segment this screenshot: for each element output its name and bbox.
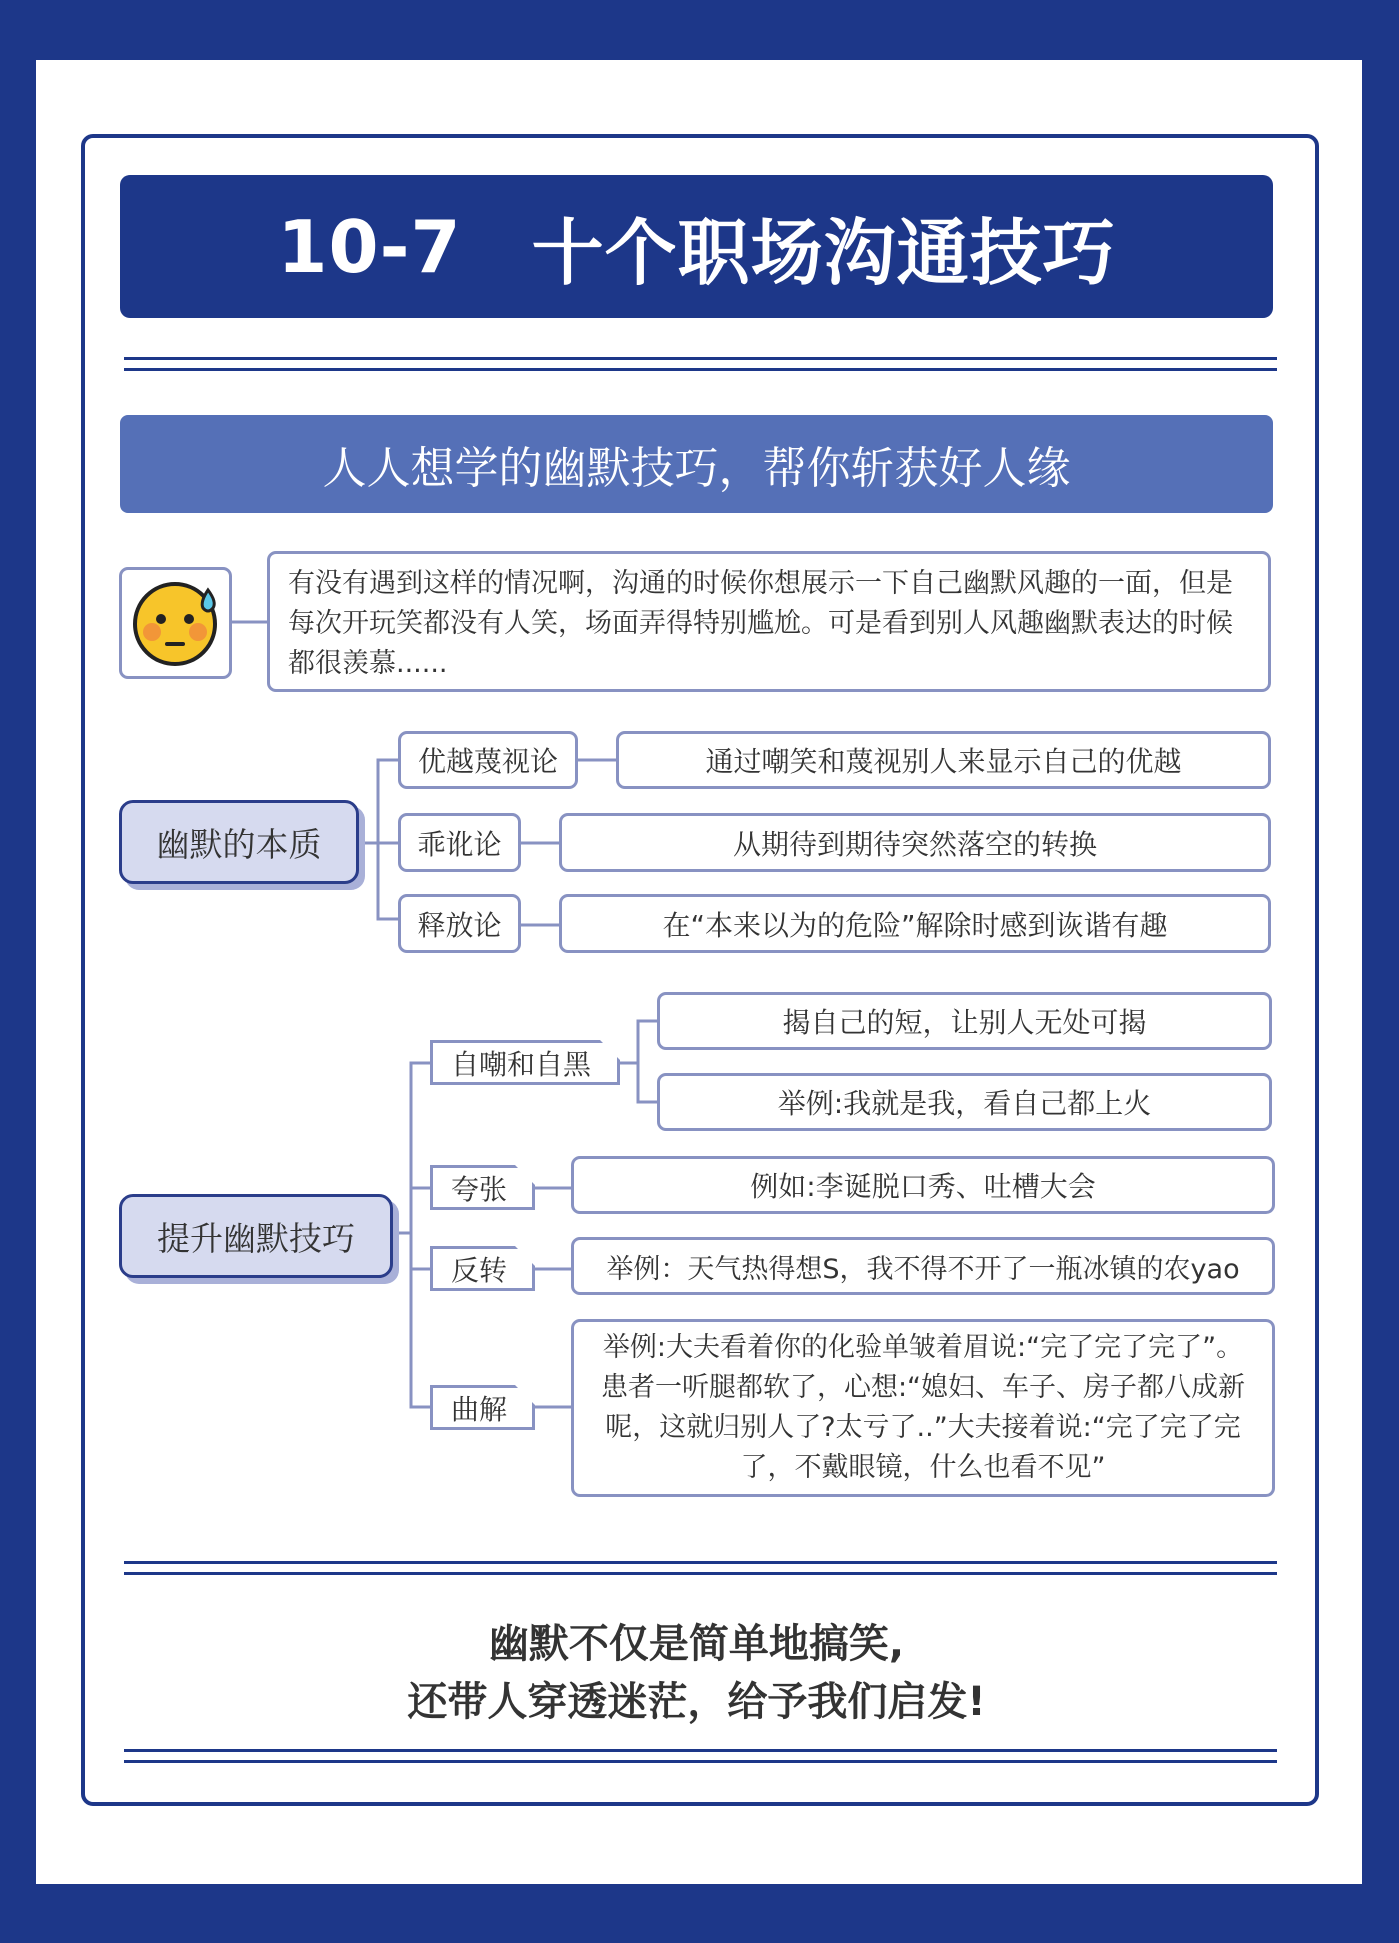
technique-self-deprecation [430, 1040, 620, 1085]
emoji-box [119, 567, 232, 679]
footer-line-1: 幽默不仅是简单地搞笑, [488, 1621, 905, 1667]
essence-item-relief: 释放论 [398, 894, 521, 953]
essence-desc-incongruity: 从期待到期待突然落空的转换 [559, 813, 1271, 872]
technique-label: 反转 [451, 1253, 508, 1287]
detail-self-deprecation-1: 揭自己的短，让别人无处可揭 [657, 992, 1272, 1050]
technique-label: 曲解 [451, 1392, 508, 1426]
technique-label: 夸张 [451, 1172, 508, 1206]
footer-line-2: 还带人穿透迷茫，给予我们启发! [407, 1679, 986, 1725]
intro-text-box: 有没有遇到这样的情况啊，沟通的时候你想展示一下自己幽默风趣的一面，但是每次开玩笑都没有人笑，场面弄得特别尴尬。可是看到别人风趣幽默表达的时候都很羡慕...... [267, 551, 1271, 692]
divider-bottom-2 [124, 1572, 1277, 1575]
essence-desc-relief: 在“本来以为的危险”解除时感到诙谐有趣 [559, 894, 1271, 953]
essence-item-incongruity: 乖讹论 [398, 813, 521, 872]
technique-exaggeration [430, 1165, 535, 1210]
essence-item-superiority: 优越蔑视论 [398, 731, 578, 789]
detail-exaggeration: 例如:李诞脱口秀、吐槽大会 [571, 1156, 1275, 1214]
essence-desc-superiority: 通过嘲笑和蔑视别人来显示自己的优越 [616, 731, 1271, 789]
technique-reversal [430, 1246, 535, 1291]
category-essence: 幽默的本质 [119, 800, 359, 884]
title-number: 10-7 [277, 204, 462, 289]
worried-sweat-face-icon [122, 570, 229, 676]
detail-misinterpretation: 举例:大夫看着你的化验单皱着眉说:“完了完了完了”。患者一听腿都软了，心想:“媳妇、车子、房子都八成新呢，这就归别人了?太亏了..”大夫接着说:“完了完了完了，不戴眼镜，什么也看不见” [571, 1319, 1275, 1497]
technique-label: 自嘲和自黑 [451, 1047, 592, 1081]
divider-bottom-1 [124, 1561, 1277, 1564]
subtitle-banner: 人人想学的幽默技巧，帮你斩获好人缘 [120, 415, 1273, 513]
divider-foot-2 [124, 1760, 1277, 1763]
detail-reversal: 举例：天气热得想S，我不得不开了一瓶冰镇的农yao [571, 1237, 1275, 1295]
category-improve: 提升幽默技巧 [119, 1194, 393, 1278]
divider-foot-1 [124, 1749, 1277, 1752]
detail-self-deprecation-2: 举例:我就是我，看自己都上火 [657, 1073, 1272, 1131]
title-text: 十个职场沟通技巧 [531, 210, 1116, 295]
technique-misinterpretation [430, 1385, 535, 1430]
